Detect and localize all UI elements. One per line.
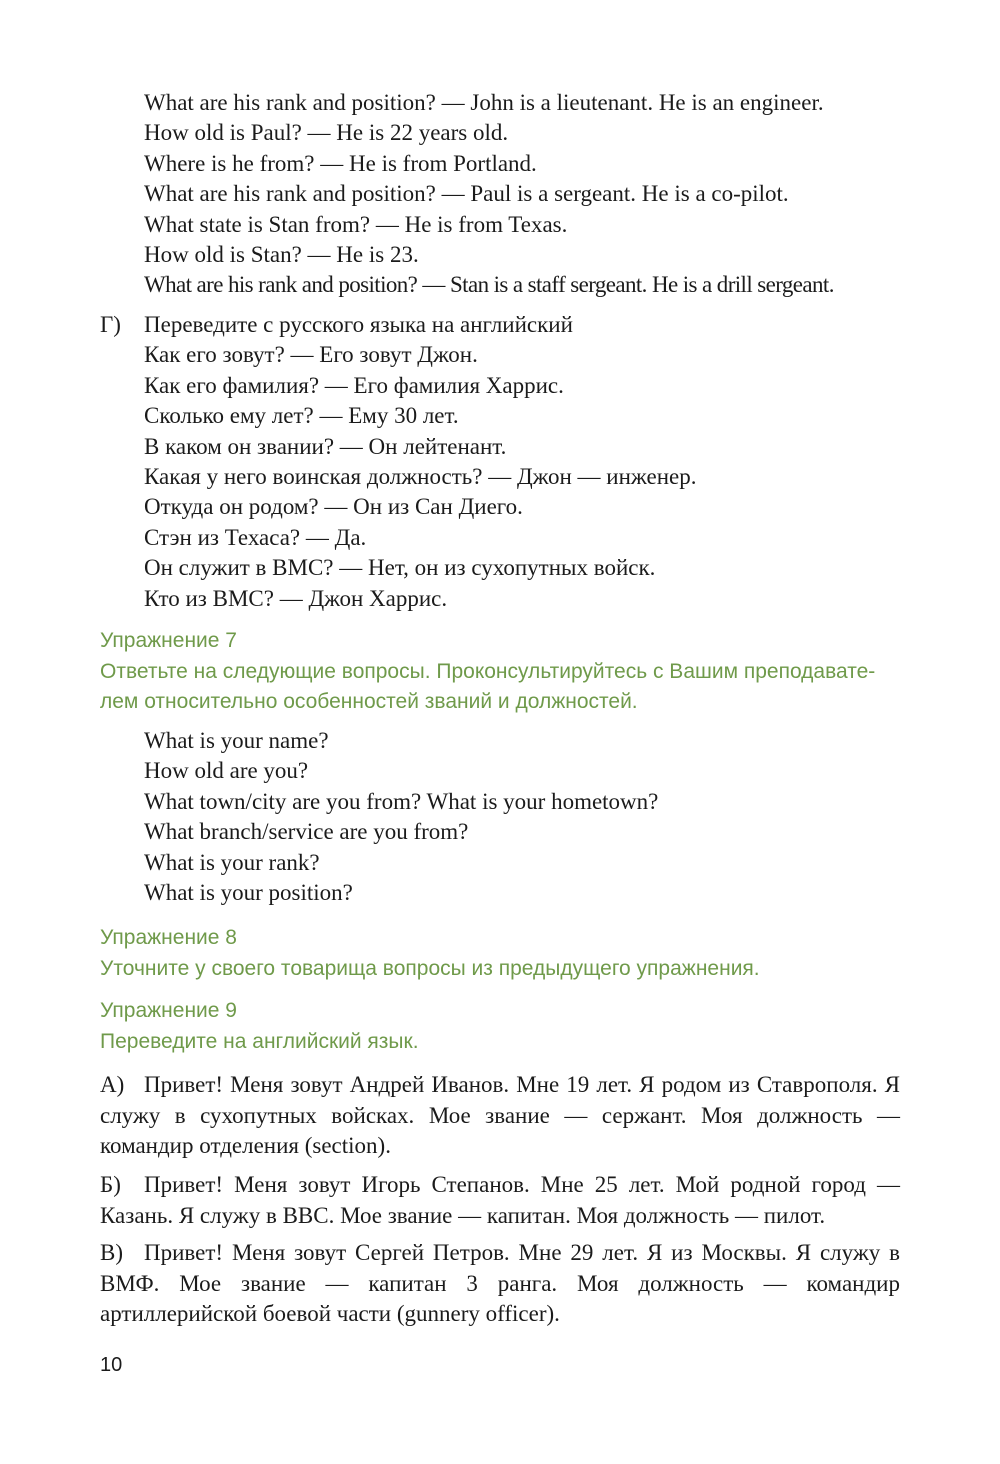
- section-g-line: Переведите с русского языка на английский: [144, 312, 573, 337]
- section-g-line: Как его фамилия? — Его фамилия Харрис.: [144, 372, 564, 398]
- exercise-7-instruction: лем относительно особенностей званий и должностей.: [100, 690, 638, 713]
- dialogue-line: How old is Stan? — He is 23.: [144, 241, 419, 267]
- section-g-line: Стэн из Техаса? — Да.: [144, 524, 367, 550]
- exercise-7-heading: [100, 626, 910, 718]
- section-g-line: Какая у него воинская должность? — Джон — инженер.: [144, 463, 697, 489]
- question-line: What is your rank?: [144, 849, 320, 875]
- exercise-8-instruction: Уточните у своего товарища вопросы из предыдущего упражнения.: [100, 956, 760, 980]
- item-marker: В): [100, 1240, 123, 1265]
- exercise-7-questions: [144, 726, 904, 908]
- section-g-line: Кто из ВМС? — Джон Харрис.: [144, 585, 448, 611]
- dialogue-line: What state is Stan from? — He is from Texas.: [144, 211, 568, 237]
- section-g-line: Он служит в ВМС? — Нет, он из сухопутных войск.: [144, 555, 656, 581]
- section-g-line: Сколько ему лет? — Ему 30 лет.: [144, 403, 459, 429]
- section-g-line: Как его зовут? — Его зовут Джон.: [144, 342, 478, 368]
- question-line: What is your position?: [144, 879, 353, 905]
- exercise-9-item-c: [100, 1238, 900, 1330]
- exercise-9-item-a: [100, 1070, 900, 1162]
- exercise-8-title: Упражнение 8: [100, 926, 237, 949]
- exercise-9-title: Упражнение 9: [100, 999, 237, 1022]
- item-marker: Б): [100, 1172, 121, 1197]
- dialogue-lines: [144, 88, 904, 301]
- exercise-9-heading: [100, 996, 910, 1057]
- dialogue-line: How old is Paul? — He is 22 years old.: [144, 120, 509, 146]
- exercise-9-item-b: [100, 1170, 900, 1231]
- exercise-8-heading: [100, 923, 910, 984]
- item-text: Привет! Меня зовут Андрей Иванов. Мне 19 лет. Я родом из Ставрополя. Я служу в сухопутных войсках. Мое звание — сержант. Моя должность — командир отделения (section).: [100, 1072, 900, 1158]
- section-g-marker: Г): [100, 312, 121, 337]
- question-line: What branch/service are you from?: [144, 819, 469, 845]
- section-g-lines: [144, 310, 696, 614]
- item-text: Привет! Меня зовут Сергей Петров. Мне 29 лет. Я из Москвы. Я служу в ВМФ. Мое звание — капитан 3 ранга. Моя должность — командир артиллерийской боевой части (gunnery officer).: [100, 1240, 900, 1326]
- exercise-7-instruction: Ответьте на следующие вопросы. Проконсультируйтесь с Вашим преподавате-: [100, 659, 876, 683]
- item-marker: А): [100, 1072, 125, 1097]
- item-text: Привет! Меня зовут Игорь Степанов. Мне 25 лет. Мой родной город — Казань. Я служу в ВВС. Мое звание — капитан. Моя должность — пилот.: [100, 1172, 900, 1228]
- dialogue-line: What are his rank and position? — Stan is a staff sergeant. He is a drill sergeant.: [144, 272, 834, 298]
- question-line: What town/city are you from? What is your hometown?: [144, 788, 659, 814]
- exercise-7-title: Упражнение 7: [100, 629, 237, 652]
- page-number: 10: [100, 1354, 123, 1376]
- dialogue-line: What are his rank and position? — John is a lieutenant. He is an engineer.: [144, 90, 824, 115]
- question-line: How old are you?: [144, 758, 309, 784]
- dialogue-line: Where is he from? — He is from Portland.: [144, 150, 537, 176]
- question-line: What is your name?: [144, 728, 329, 753]
- exercise-9-instruction: Переведите на английский язык.: [100, 1029, 419, 1053]
- section-g-line: В каком он звании? — Он лейтенант.: [144, 433, 507, 459]
- dialogue-line: What are his rank and position? — Paul is a sergeant. He is a co-pilot.: [144, 181, 789, 207]
- section-g-line: Откуда он родом? — Он из Сан Диего.: [144, 494, 523, 520]
